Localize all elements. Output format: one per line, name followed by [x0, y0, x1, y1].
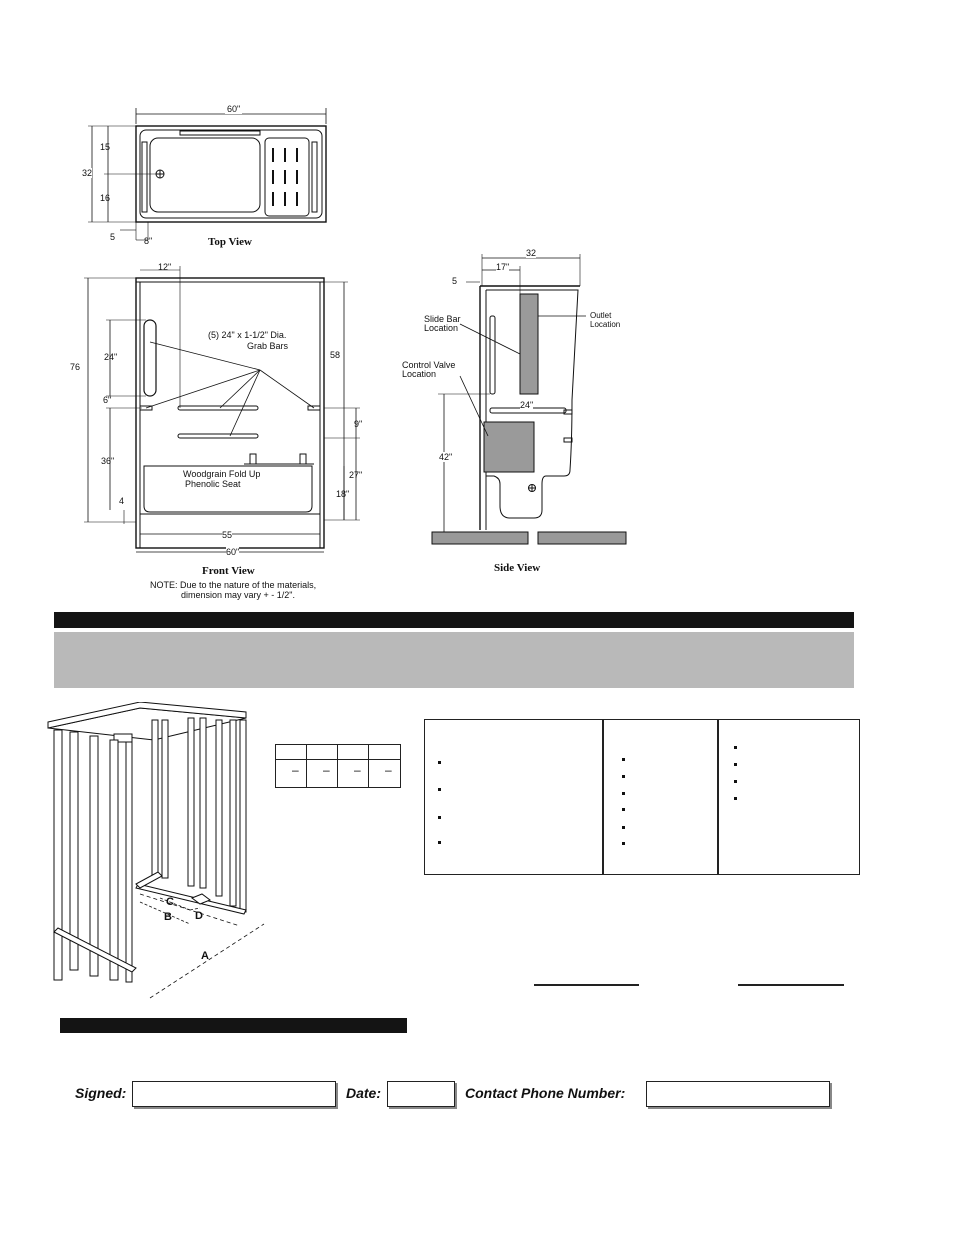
- option-checkbox[interactable]: [734, 780, 737, 783]
- section-info-panel: [54, 632, 854, 688]
- option-checkbox[interactable]: [622, 826, 625, 829]
- option-checkbox[interactable]: [438, 841, 441, 844]
- side-view-dim-depth: 32: [526, 248, 537, 258]
- top-view-title: Top View: [208, 236, 252, 248]
- measure-cell-d[interactable]: –: [385, 763, 392, 777]
- front-view-dim-inner-width: 55: [222, 530, 233, 540]
- front-view-dim-27: 27": [349, 470, 363, 480]
- front-view-dim-grab-height: 24": [104, 352, 118, 362]
- side-view-drawing: [420, 240, 650, 550]
- option-checkbox[interactable]: [622, 792, 625, 795]
- framing-diagram: [40, 702, 280, 1002]
- front-view-dim-grab-offset: 12": [158, 262, 172, 272]
- option-checkbox[interactable]: [438, 788, 441, 791]
- side-view-dim-17: 17": [496, 262, 510, 272]
- blank-field-1[interactable]: [534, 984, 639, 986]
- option-checkbox[interactable]: [622, 775, 625, 778]
- option-checkbox[interactable]: [438, 761, 441, 764]
- signature-section-bar: [60, 1018, 407, 1033]
- option-checkbox[interactable]: [622, 758, 625, 761]
- seat-label-1: Woodgrain Fold Up: [183, 469, 261, 479]
- top-view-dim-offset: 5: [110, 232, 116, 242]
- front-view-dim-lower-height: 36": [101, 456, 115, 466]
- framing-label-a: A: [201, 950, 209, 962]
- front-view-dim-right-height: 58: [330, 350, 341, 360]
- side-view-title: Side View: [494, 562, 541, 574]
- framing-label-c: C: [166, 896, 174, 908]
- measure-cell-c[interactable]: –: [354, 763, 361, 777]
- date-label: Date:: [346, 1085, 382, 1101]
- slide-bar-label-1: Slide Bar: [424, 314, 461, 324]
- options-table: [424, 719, 860, 875]
- control-valve-label-1: Control Valve: [402, 360, 456, 370]
- phone-field[interactable]: [646, 1081, 830, 1107]
- option-checkbox[interactable]: [734, 797, 737, 800]
- date-field[interactable]: [387, 1081, 455, 1107]
- framing-label-d: D: [195, 910, 203, 922]
- front-view-drawing: [80, 262, 380, 562]
- front-view-dim-height: 76: [70, 362, 81, 372]
- blank-field-2[interactable]: [738, 984, 844, 986]
- option-checkbox[interactable]: [622, 808, 625, 811]
- outlet-label-2: Location: [590, 320, 621, 329]
- option-checkbox[interactable]: [622, 842, 625, 845]
- grab-bar-label-1: (5) 24" x 1-1/2" Dia.: [208, 330, 287, 340]
- seat-label-2: Phenolic Seat: [185, 479, 241, 489]
- top-view-dim-lower: 16: [100, 193, 111, 203]
- outlet-label-1: Outlet: [590, 311, 612, 320]
- slide-bar-label-2: Location: [424, 323, 459, 333]
- signature-field[interactable]: [132, 1081, 336, 1107]
- top-view-dim-depth: 32: [82, 168, 93, 178]
- front-view-title: Front View: [202, 565, 255, 577]
- front-view-dim-nine: 9": [354, 419, 363, 429]
- grab-bar-label-2: Grab Bars: [247, 341, 289, 351]
- top-view-dim-width: 60": [227, 104, 241, 114]
- control-valve-label-2: Location: [402, 369, 437, 379]
- measure-cell-a[interactable]: –: [292, 763, 299, 777]
- section-header-bar: [54, 612, 854, 628]
- side-view-dim-24: 24": [520, 400, 534, 410]
- measure-table: [275, 744, 401, 788]
- option-checkbox[interactable]: [438, 816, 441, 819]
- side-view-dim-42: 42": [439, 452, 453, 462]
- front-view-dim-18: 18": [336, 489, 350, 499]
- side-view-dim-5: 5: [452, 276, 458, 286]
- front-view-dim-small-gap: 6": [103, 395, 112, 405]
- top-view-dim-upper: 15: [100, 142, 111, 152]
- option-checkbox[interactable]: [734, 746, 737, 749]
- top-view-dim-drain: 8": [144, 236, 153, 246]
- framing-label-b: B: [164, 911, 172, 923]
- front-view-note-1: NOTE: Due to the nature of the materials,: [150, 580, 317, 590]
- option-checkbox[interactable]: [734, 763, 737, 766]
- signed-label: Signed:: [75, 1085, 127, 1101]
- front-view-note-2: dimension may vary + - 1/2".: [181, 590, 295, 600]
- measure-cell-b[interactable]: –: [323, 763, 330, 777]
- phone-label: Contact Phone Number:: [465, 1085, 626, 1101]
- front-view-dim-outer-width: 60": [226, 547, 240, 557]
- front-view-dim-bottom: 4: [119, 496, 125, 506]
